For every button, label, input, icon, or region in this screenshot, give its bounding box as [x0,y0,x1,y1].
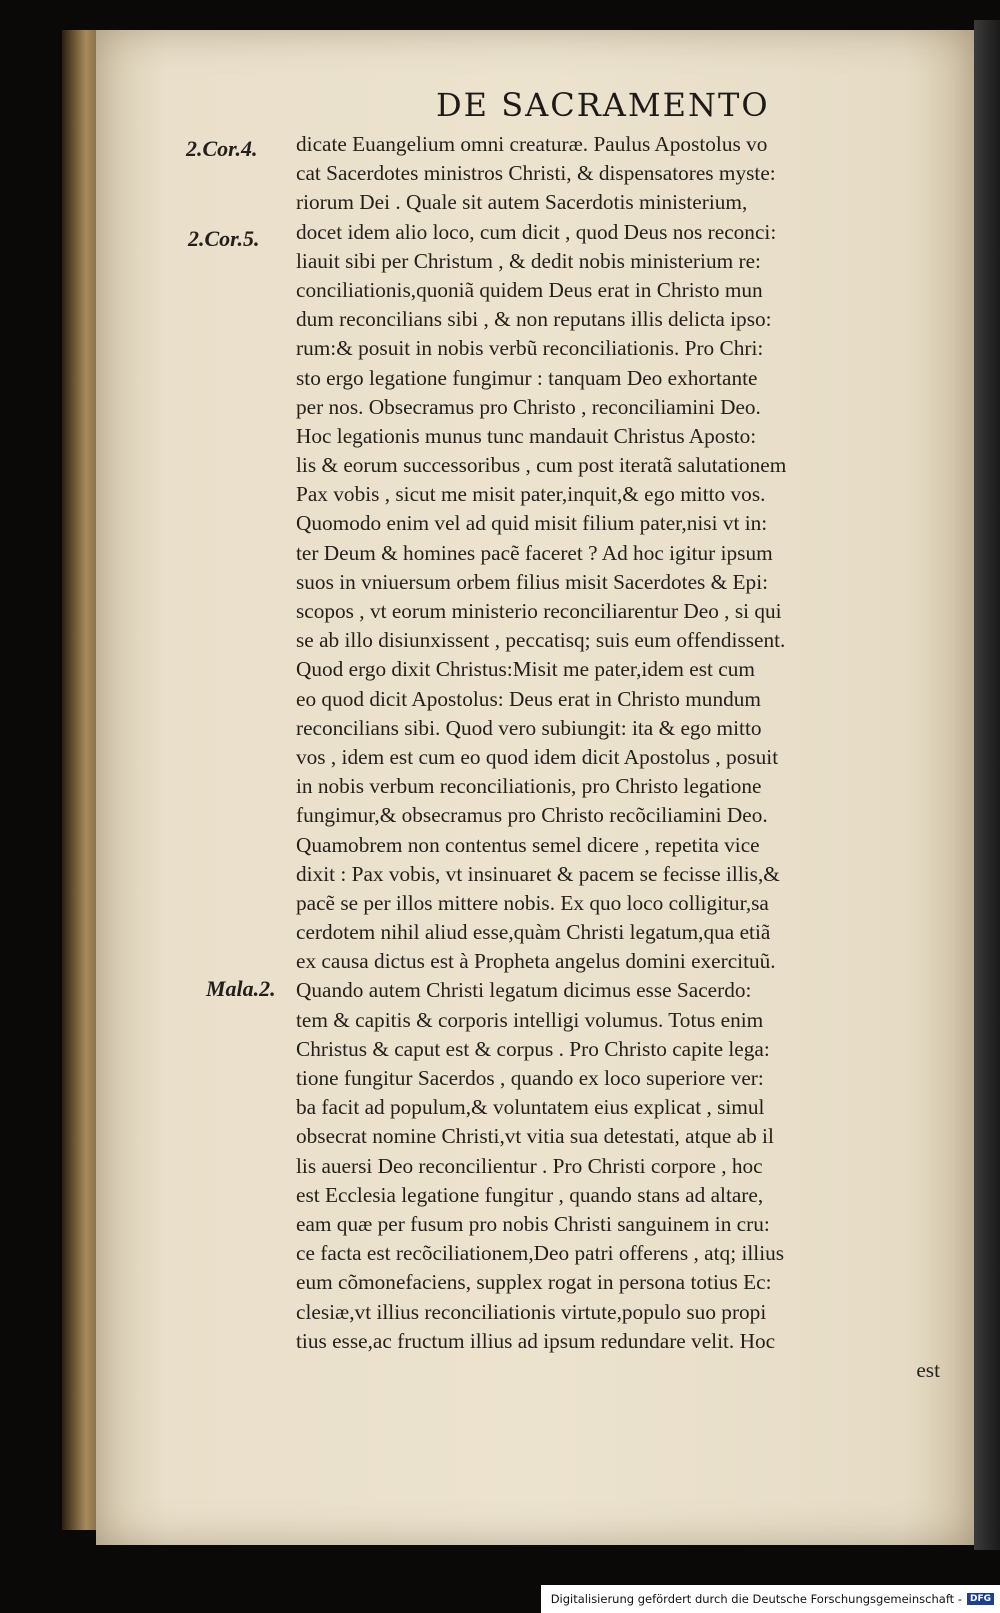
text-line: Christus & caput est & corpus . Pro Christo capite lega: [296,1036,770,1061]
text-line: se ab illo disiunxissent , peccatisq; suis eum offendissent. [296,628,786,653]
text-line: Quamobrem non contentus semel dicere , repetita vice [296,832,760,857]
text-line: dicate Euangelium omni creaturæ. Paulus Apostolus vo [296,132,768,156]
book-binding-edge [974,20,1000,1550]
text-line: in nobis verbum reconciliationis, pro Christo legatione [296,774,762,799]
margin-note-2cor4: 2.Cor.4. [186,136,258,161]
text-line: docet idem alio loco, cum dicit , quod Deus nos reconci: [296,219,777,244]
text-line: ce facta est recõciliationem,Deo patri offerens , atq; illius [296,1241,785,1266]
text-line: riorum Dei . Quale sit autem Sacerdotis ministerium, [296,190,748,215]
margin-note-mala2: Mala.2. [206,976,276,1001]
text-line: eo quod dicit Apostolus: Deus erat in Christo mundum [296,686,761,711]
text-line: Quomodo enim vel ad quid misit filium pater,nisi vt in: [296,511,768,536]
text-line: pacẽ se per illos mittere nobis. Ex quo loco colligitur,sa [296,890,769,915]
text-line: eum cõmonefaciens, supplex rogat in persona totius Ec: [296,1270,772,1295]
text-line: Pax vobis , sicut me misit pater,inquit,& ego mitto vos. [296,482,766,507]
text-line: eam quæ per fusum pro nobis Christi sanguinem in cru: [296,1211,770,1236]
digitization-credit [541,1585,1000,1613]
text-line: fungimur,& obsecramus pro Christo recõciliamini Deo. [296,803,768,828]
text-line: vos , idem est cum eo quod idem dicit Apostolus , posuit [296,744,779,769]
text-line: ter Deum & homines pacẽ faceret ? Ad hoc igitur ipsum [296,540,773,565]
text-line: conciliationis,quoniã quidem Deus erat in Christo mun [296,277,763,302]
text-line: per nos. Obsecramus pro Christo , reconciliamini Deo. [296,394,761,419]
text-line: Quod ergo dixit Christus:Misit me pater,idem est cum [296,657,755,682]
margin-note-2cor5: 2.Cor.5. [188,226,260,251]
text-line: ba facit ad populum,& voluntatem eius explicat , simul [296,1095,765,1120]
text-line: tione fungitur Sacerdos , quando ex loco superiore ver: [296,1066,764,1090]
credit-text: Digitalisierung gefördert durch die Deutsche Forschungsgemeinschaft - [550,1592,962,1606]
text-line: tius esse,ac fructum illius ad ipsum redundare velit. Hoc [296,1328,776,1353]
text-line: Quando autem Christi legatum dicimus esse Sacerdo: [296,978,752,1003]
text-line: reconcilians sibi. Quod vero subiungit: ita & ego mitto [296,715,762,740]
text-line: lis & eorum successoribus , cum post iteratã salutationem [296,453,787,478]
text-line: liauit sibi per Christum , & dedit nobis ministerium re: [296,248,761,273]
text-line: tem & capitis & corporis intelligi volumus. Totus enim [296,1007,764,1032]
dfg-logo: DFG [967,1593,994,1605]
text-line: obsecrat nomine Christi,vt vitia sua detestati, atque ab il [296,1124,774,1149]
text-line: est Ecclesia legatione fungitur , quando stans ad altare, [296,1182,764,1207]
text-line: dum reconcilians sibi , & non reputans illis delicta ipso: [296,307,772,332]
catchword: est [916,1357,940,1382]
text-line: rum:& posuit in nobis verbũ reconciliationis. Pro Chri: [296,336,764,361]
text-line: lis auersi Deo reconcilientur . Pro Christi corpore , hoc [296,1153,763,1178]
text-line: suos in vniuersum orbem filius misit Sacerdotes & Epi: [296,569,769,594]
text-line: dixit : Pax vobis, vt insinuaret & pacem se fecisse illis,& [296,861,780,886]
text-line: clesiæ,vt illius reconciliationis virtute,populo suo propi [296,1299,767,1324]
text-line: ex causa dictus est à Propheta angelus domini exercituũ. [296,949,776,974]
text-line: cerdotem nihil aliud esse,quàm Christi legatum,qua etiã [296,920,771,945]
body-text [296,130,944,1385]
running-header: DE SACRAMENTO [436,86,770,124]
text-line: sto ergo legatione fungimur : tanquam Deo exhortante [296,365,758,390]
text-line: scopos , vt eorum ministerio reconciliarentur Deo , si qui [296,599,782,623]
text-line: Hoc legationis munus tunc mandauit Christus Aposto: [296,423,757,448]
text-line: cat Sacerdotes ministros Christi, & dispensatores myste: [296,161,776,186]
